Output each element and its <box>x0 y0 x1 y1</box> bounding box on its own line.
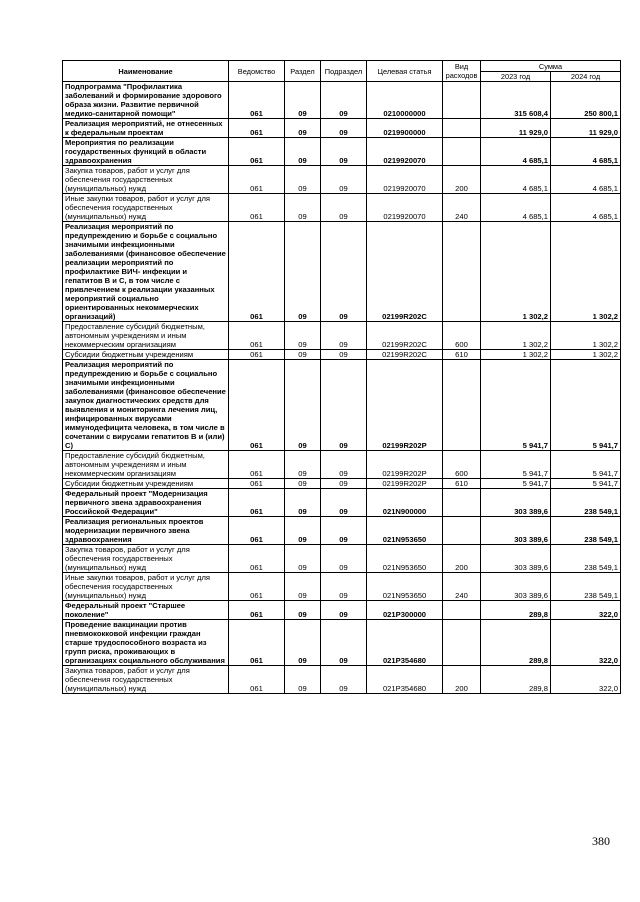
cell-target: 021N953650 <box>367 517 443 545</box>
cell-dept: 061 <box>229 322 285 350</box>
header-sum: Сумма <box>481 61 621 72</box>
cell-section: 09 <box>285 479 321 489</box>
cell-2024: 4 685,1 <box>551 138 621 166</box>
cell-2024: 322,0 <box>551 620 621 666</box>
cell-section: 09 <box>285 82 321 119</box>
cell-name: Федеральный проект "Старшее поколение" <box>63 601 229 620</box>
cell-exp-type: 200 <box>443 545 481 573</box>
page-number: 380 <box>592 834 610 848</box>
table-row <box>63 138 621 166</box>
header-subsection: Подраздел <box>321 61 367 82</box>
cell-2023: 5 941,7 <box>481 479 551 489</box>
cell-dept: 061 <box>229 479 285 489</box>
cell-name: Иные закупки товаров, работ и услуг для обеспечения государственных (муниципальных) нужд <box>63 194 229 222</box>
cell-dept: 061 <box>229 489 285 517</box>
cell-2024: 5 941,7 <box>551 451 621 479</box>
cell-exp-type: 240 <box>443 573 481 601</box>
budget-table <box>62 60 621 694</box>
cell-exp-type: 240 <box>443 194 481 222</box>
cell-name: Закупка товаров, работ и услуг для обеспечения государственных (муниципальных) нужд <box>63 545 229 573</box>
cell-target: 0219920070 <box>367 138 443 166</box>
cell-target: 0219920070 <box>367 166 443 194</box>
cell-target: 021N900000 <box>367 489 443 517</box>
cell-section: 09 <box>285 489 321 517</box>
table-row <box>63 666 621 694</box>
cell-subsection: 09 <box>321 322 367 350</box>
cell-name: Закупка товаров, работ и услуг для обеспечения государственных (муниципальных) нужд <box>63 166 229 194</box>
table-row <box>63 350 621 360</box>
cell-target: 02199R202P <box>367 360 443 451</box>
cell-exp-type: 610 <box>443 350 481 360</box>
cell-dept: 061 <box>229 573 285 601</box>
cell-name: Субсидии бюджетным учреждениям <box>63 479 229 489</box>
cell-exp-type <box>443 222 481 322</box>
cell-section: 09 <box>285 119 321 138</box>
cell-name: Реализация мероприятий по предупреждению и борьбе с социально значимыми инфекционными заболеваниями (финансовое обеспечение реализации мероприятий по профилактике ВИЧ- инфекции и гепатитов В и С, в том числе с привлечением к реализации указанных мероприятий социально ориентированных некоммерческих организаций) <box>63 222 229 322</box>
cell-name: Иные закупки товаров, работ и услуг для обеспечения государственных (муниципальных) нужд <box>63 573 229 601</box>
cell-2024: 4 685,1 <box>551 166 621 194</box>
cell-target: 021P354680 <box>367 620 443 666</box>
cell-name: Закупка товаров, работ и услуг для обеспечения государственных (муниципальных) нужд <box>63 666 229 694</box>
cell-subsection: 09 <box>321 350 367 360</box>
cell-2023: 303 389,6 <box>481 573 551 601</box>
cell-2023: 303 389,6 <box>481 545 551 573</box>
cell-dept: 061 <box>229 82 285 119</box>
cell-2024: 5 941,7 <box>551 479 621 489</box>
cell-2024: 238 549,1 <box>551 545 621 573</box>
cell-section: 09 <box>285 138 321 166</box>
cell-2023: 289,8 <box>481 666 551 694</box>
cell-2024: 250 800,1 <box>551 82 621 119</box>
cell-dept: 061 <box>229 620 285 666</box>
cell-dept: 061 <box>229 517 285 545</box>
cell-target: 02199R202C <box>367 322 443 350</box>
cell-exp-type <box>443 620 481 666</box>
cell-target: 02199R202P <box>367 479 443 489</box>
table-row <box>63 222 621 322</box>
cell-exp-type <box>443 489 481 517</box>
cell-section: 09 <box>285 350 321 360</box>
cell-name: Проведение вакцинации против пневмококковой инфекции граждан старше трудоспособного возраста из групп риска, проживающих в организациях социального обслуживания <box>63 620 229 666</box>
cell-name: Подпрограмма "Профилактика заболеваний и формирование здорового образа жизни. Развитие первичной медико-санитарной помощи" <box>63 82 229 119</box>
cell-subsection: 09 <box>321 573 367 601</box>
cell-subsection: 09 <box>321 119 367 138</box>
header-target: Целевая статья <box>367 61 443 82</box>
cell-2024: 238 549,1 <box>551 573 621 601</box>
cell-section: 09 <box>285 545 321 573</box>
cell-target: 021P300000 <box>367 601 443 620</box>
cell-subsection: 09 <box>321 138 367 166</box>
table-row <box>63 545 621 573</box>
header-2023: 2023 год <box>481 72 551 82</box>
cell-target: 021N953650 <box>367 545 443 573</box>
cell-exp-type: 600 <box>443 322 481 350</box>
table-row <box>63 360 621 451</box>
table-row <box>63 194 621 222</box>
cell-subsection: 09 <box>321 166 367 194</box>
cell-dept: 061 <box>229 222 285 322</box>
cell-2023: 303 389,6 <box>481 489 551 517</box>
cell-2023: 4 685,1 <box>481 194 551 222</box>
cell-name: Субсидии бюджетным учреждениям <box>63 350 229 360</box>
cell-exp-type <box>443 360 481 451</box>
cell-target: 02199R202P <box>367 451 443 479</box>
cell-target: 0219900000 <box>367 119 443 138</box>
cell-exp-type: 200 <box>443 166 481 194</box>
cell-name: Предоставление субсидий бюджетным, автономным учреждениям и иным некоммерческим организациям <box>63 451 229 479</box>
cell-subsection: 09 <box>321 222 367 322</box>
cell-exp-type <box>443 82 481 119</box>
cell-2024: 1 302,2 <box>551 222 621 322</box>
header-section: Раздел <box>285 61 321 82</box>
cell-dept: 061 <box>229 194 285 222</box>
cell-subsection: 09 <box>321 545 367 573</box>
cell-2024: 238 549,1 <box>551 489 621 517</box>
cell-dept: 061 <box>229 350 285 360</box>
table-row <box>63 601 621 620</box>
cell-name: Предоставление субсидий бюджетным, автономным учреждениям и иным некоммерческим организациям <box>63 322 229 350</box>
cell-name: Федеральный проект "Модернизация первичного звена здравоохранения Российской Федерации" <box>63 489 229 517</box>
cell-section: 09 <box>285 360 321 451</box>
cell-dept: 061 <box>229 138 285 166</box>
cell-dept: 061 <box>229 166 285 194</box>
table-row <box>63 479 621 489</box>
cell-section: 09 <box>285 222 321 322</box>
cell-2023: 5 941,7 <box>481 360 551 451</box>
cell-subsection: 09 <box>321 666 367 694</box>
cell-dept: 061 <box>229 119 285 138</box>
cell-subsection: 09 <box>321 451 367 479</box>
header-exp-type: Вид расходов <box>443 61 481 82</box>
cell-section: 09 <box>285 601 321 620</box>
table-row <box>63 517 621 545</box>
table-row <box>63 489 621 517</box>
cell-name: Мероприятия по реализации государственных функций в области здравоохранения <box>63 138 229 166</box>
cell-2023: 289,8 <box>481 601 551 620</box>
cell-2023: 289,8 <box>481 620 551 666</box>
table-body <box>63 82 621 694</box>
cell-section: 09 <box>285 517 321 545</box>
table-row <box>63 166 621 194</box>
cell-2023: 303 389,6 <box>481 517 551 545</box>
cell-exp-type: 200 <box>443 666 481 694</box>
cell-section: 09 <box>285 666 321 694</box>
cell-2024: 1 302,2 <box>551 322 621 350</box>
cell-section: 09 <box>285 573 321 601</box>
cell-subsection: 09 <box>321 360 367 451</box>
cell-dept: 061 <box>229 545 285 573</box>
cell-2023: 4 685,1 <box>481 166 551 194</box>
cell-2023: 1 302,2 <box>481 350 551 360</box>
table-row <box>63 322 621 350</box>
cell-exp-type <box>443 601 481 620</box>
cell-subsection: 09 <box>321 517 367 545</box>
header-2024: 2024 год <box>551 72 621 82</box>
cell-2024: 322,0 <box>551 601 621 620</box>
cell-dept: 061 <box>229 451 285 479</box>
cell-name: Реализация мероприятий, не отнесенных к федеральным проектам <box>63 119 229 138</box>
cell-2024: 11 929,0 <box>551 119 621 138</box>
cell-dept: 061 <box>229 601 285 620</box>
cell-2023: 315 608,4 <box>481 82 551 119</box>
cell-target: 021N953650 <box>367 573 443 601</box>
cell-section: 09 <box>285 620 321 666</box>
cell-2023: 5 941,7 <box>481 451 551 479</box>
cell-2024: 1 302,2 <box>551 350 621 360</box>
cell-name: Реализация региональных проектов модернизации первичного звена здравоохранения <box>63 517 229 545</box>
cell-exp-type: 600 <box>443 451 481 479</box>
cell-2024: 238 549,1 <box>551 517 621 545</box>
cell-dept: 061 <box>229 666 285 694</box>
cell-subsection: 09 <box>321 194 367 222</box>
cell-section: 09 <box>285 166 321 194</box>
cell-subsection: 09 <box>321 601 367 620</box>
cell-target: 0210000000 <box>367 82 443 119</box>
table-row <box>63 620 621 666</box>
cell-target: 02199R202C <box>367 222 443 322</box>
cell-2024: 4 685,1 <box>551 194 621 222</box>
cell-target: 02199R202C <box>367 350 443 360</box>
cell-exp-type: 610 <box>443 479 481 489</box>
cell-2024: 322,0 <box>551 666 621 694</box>
header-dept: Ведомство <box>229 61 285 82</box>
budget-table-sheet <box>62 60 620 694</box>
cell-2023: 4 685,1 <box>481 138 551 166</box>
cell-2023: 1 302,2 <box>481 222 551 322</box>
cell-section: 09 <box>285 451 321 479</box>
header-name: Наименование <box>63 61 229 82</box>
cell-2023: 1 302,2 <box>481 322 551 350</box>
cell-exp-type <box>443 517 481 545</box>
cell-target: 021P354680 <box>367 666 443 694</box>
cell-subsection: 09 <box>321 82 367 119</box>
cell-section: 09 <box>285 194 321 222</box>
table-row <box>63 119 621 138</box>
table-row <box>63 82 621 119</box>
cell-exp-type <box>443 119 481 138</box>
table-row <box>63 573 621 601</box>
cell-subsection: 09 <box>321 489 367 517</box>
cell-dept: 061 <box>229 360 285 451</box>
cell-name: Реализация мероприятий по предупреждению и борьбе с социально значимыми инфекционными заболеваниями (финансовое обеспечение закупок диагностических средств для выявления и мониторинга лечения лиц, инфицированных вирусами иммунодефицита человека, в том числе в сочетании с вирусами гепатитов В и (или) С) <box>63 360 229 451</box>
cell-exp-type <box>443 138 481 166</box>
table-row <box>63 451 621 479</box>
cell-target: 0219920070 <box>367 194 443 222</box>
cell-2024: 5 941,7 <box>551 360 621 451</box>
cell-2023: 11 929,0 <box>481 119 551 138</box>
cell-subsection: 09 <box>321 620 367 666</box>
cell-subsection: 09 <box>321 479 367 489</box>
cell-section: 09 <box>285 322 321 350</box>
